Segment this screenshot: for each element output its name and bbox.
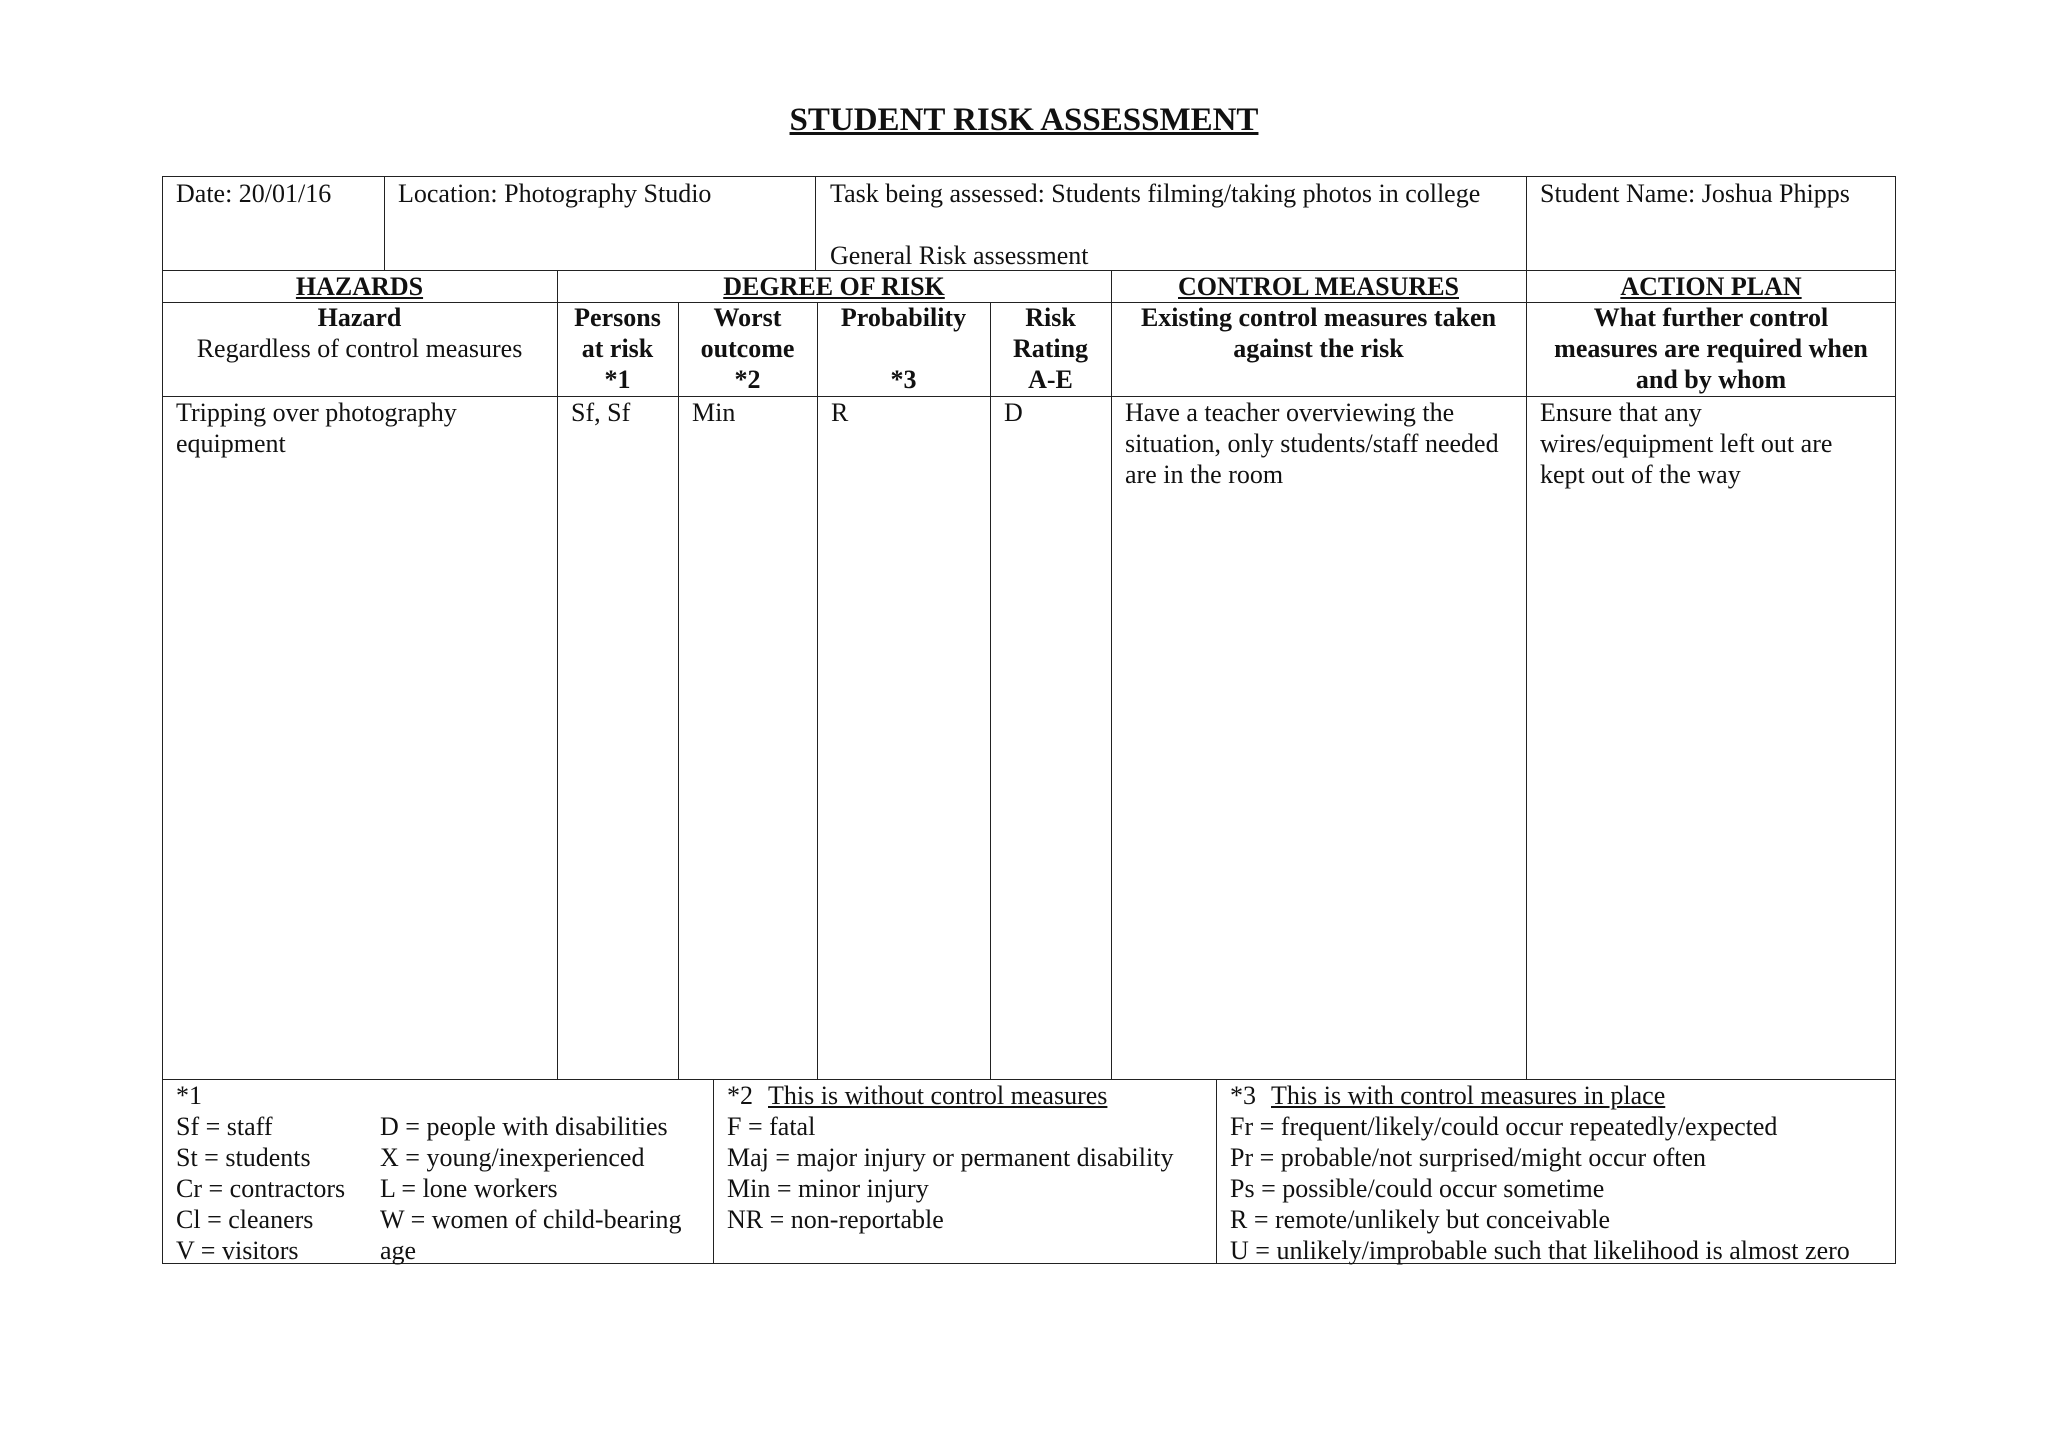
rule-key-v1 [713,1079,714,1264]
key1-left-1: St = students [176,1143,311,1172]
col-further-line2: measures are required when [1554,334,1868,363]
row-further-line1: Ensure that any [1540,398,1702,427]
key2-item-3: NR = non-reportable [727,1205,944,1234]
col-probability-line2: *3 [890,365,917,394]
col-probability-line1: Probability [840,303,967,332]
rule-col-v2 [817,302,818,1079]
row-worst-outcome: Min [692,398,736,427]
row-probability: R [831,398,849,427]
key2-item-2: Min = minor injury [727,1174,929,1203]
key3-item-4: U = unlikely/improbable such that likelihood is almost zero [1230,1236,1850,1265]
rule-col-v1 [678,302,679,1079]
row-risk-rating: D [1004,398,1023,427]
key1-right-3: W = women of child-bearing [380,1205,682,1234]
rule-header-v2 [815,176,816,270]
col-persons-line2: at risk [581,334,654,363]
key2-heading: This is without control measures [768,1081,1108,1110]
key2-item-0: F = fatal [727,1112,816,1141]
task-subtitle: General Risk assessment [830,241,1089,270]
row-existing-line1: Have a teacher overviewing the [1125,398,1455,427]
task-field: Task being assessed: Students filming/taking photos in college [830,179,1481,208]
row-existing-line2: situation, only students/staff needed [1125,429,1499,458]
key1-left-3: Cl = cleaners [176,1205,314,1234]
page-title: STUDENT RISK ASSESSMENT [789,102,1259,138]
key3-heading: This is with control measures in place [1271,1081,1666,1110]
key2-item-1: Maj = major injury or permanent disability [727,1143,1174,1172]
col-further-line3: and by whom [1635,365,1787,394]
row-further-line2: wires/equipment left out are [1540,429,1833,458]
key3-item-0: Fr = frequent/likely/could occur repeatedly/expected [1230,1112,1778,1141]
rule-col-v3 [990,302,991,1079]
col-existing-line2: against the risk [1233,334,1404,363]
col-further-line1: What further control [1593,303,1829,332]
rule-key-v2 [1216,1079,1217,1264]
row-existing-line3: are in the room [1125,460,1284,489]
col-persons-line1: Persons [574,303,661,332]
row-further-line3: kept out of the way [1540,460,1741,489]
key3-item-3: R = remote/unlikely but conceivable [1230,1205,1610,1234]
key1-left-2: Cr = contractors [176,1174,346,1203]
key3-item-2: Ps = possible/could occur sometime [1230,1174,1605,1203]
section-control-measures: CONTROL MEASURES [1178,272,1459,301]
location-field: Location: Photography Studio [398,179,712,208]
key1-left-4: V = visitors [176,1236,299,1265]
row-hazard-line2: equipment [176,429,286,458]
key1-right-4: age [380,1236,417,1265]
col-hazard-subtitle: Regardless of control measures [196,334,523,363]
rule-header-v1 [384,176,385,270]
date-field: Date: 20/01/16 [176,179,332,208]
col-persons-line3: *1 [604,365,631,394]
section-hazards: HAZARDS [295,272,424,301]
col-worst-line2: outcome [700,334,795,363]
col-rating-line2: Rating [1012,334,1089,363]
key3-marker: *3 [1230,1081,1256,1110]
key1-right-1: X = young/inexperienced [380,1143,645,1172]
col-rating-line3: A-E [1028,365,1073,394]
col-worst-line3: *2 [734,365,761,394]
key3-item-1: Pr = probable/not surprised/might occur often [1230,1143,1707,1172]
key1-heading: *1 [176,1081,202,1110]
key1-right-0: D = people with disabilities [380,1112,668,1141]
key2-marker: *2 [727,1081,753,1110]
section-degree-of-risk: DEGREE OF RISK [723,272,945,301]
student-name-field: Student Name: Joshua Phipps [1540,179,1850,208]
key1-left-0: Sf = staff [176,1112,273,1141]
section-action-plan: ACTION PLAN [1620,272,1802,301]
row-hazard-line1: Tripping over photography [176,398,457,427]
col-worst-line1: Worst [713,303,782,332]
col-hazard-title: Hazard [317,303,402,332]
rule-col-v4 [1526,302,1527,1079]
col-existing-line1: Existing control measures taken [1140,303,1497,332]
key1-right-2: L = lone workers [380,1174,558,1203]
rule-section-v2 [1111,270,1112,1079]
col-rating-line1: Risk [1025,303,1076,332]
row-persons: Sf, Sf [571,398,631,427]
